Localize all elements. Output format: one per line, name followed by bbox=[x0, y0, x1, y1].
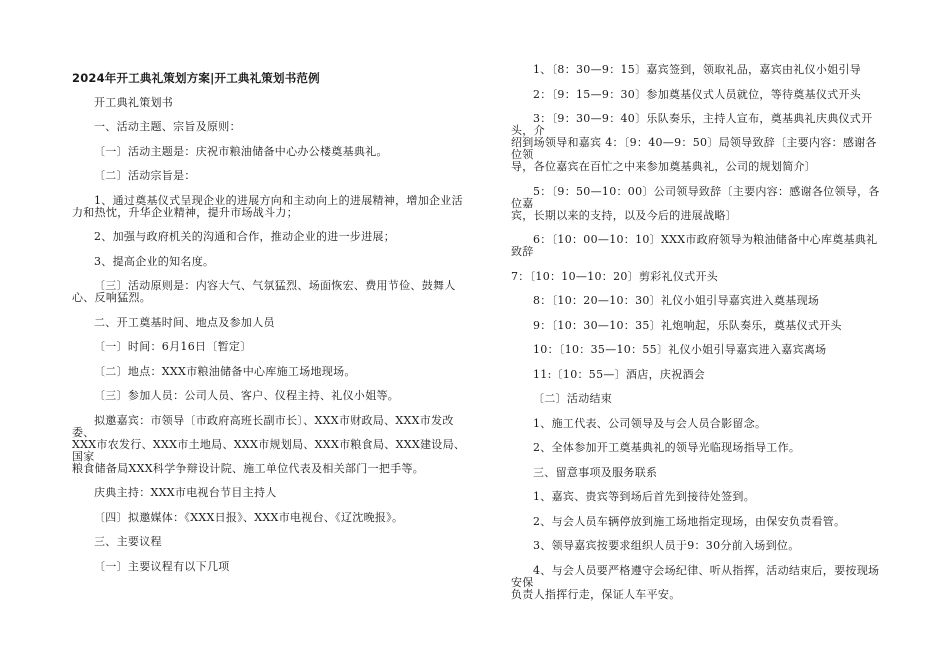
left-paragraph bbox=[72, 317, 468, 329]
text-line: 二、开工奠基时间、地点及参加人员 bbox=[94, 315, 275, 329]
right-paragraph bbox=[511, 295, 881, 307]
left-paragraph bbox=[72, 536, 468, 548]
text-line: 〔一〕时间：6月16日〔暂定〕 bbox=[94, 340, 252, 353]
right-paragraph bbox=[511, 565, 881, 601]
right-paragraph bbox=[511, 113, 881, 173]
text-line: 〔二〕活动结束 bbox=[533, 392, 613, 405]
text-line: 粮食储备局XXX科学争辩设计院、施工单位代表及相关部门一把手等。 bbox=[72, 461, 425, 475]
text-line: 8：〔10：20—10：30〕礼仪小姐引导嘉宾进入奠基现场 bbox=[533, 294, 820, 307]
text-line: 三、主要议程 bbox=[94, 535, 162, 548]
text-line: 宾，长期以来的支持，以及今后的进展战略〕 bbox=[511, 208, 737, 222]
right-paragraph bbox=[511, 89, 881, 101]
left-paragraph bbox=[72, 512, 468, 524]
text-line: 力和热忱，升华企业精神，提升市场战斗力； bbox=[72, 205, 298, 219]
text-line: 1、嘉宾、贵宾等到场后首先到接待处签到。 bbox=[533, 490, 755, 503]
left-paragraph bbox=[72, 341, 468, 353]
text-line: 〔二〕地点：XXX市粮油储备中心库施工场地现场。 bbox=[94, 364, 356, 378]
text-line: 7：〔10：10—10：20〕剪彩礼仪式开头 bbox=[511, 269, 719, 283]
right-paragraph bbox=[511, 320, 881, 332]
text-line: 2：〔9：15—9：30〕参加奠基仪式人员就位，等待奠基仪式开头 bbox=[533, 87, 862, 101]
left-paragraph bbox=[72, 195, 468, 219]
left-paragraph bbox=[72, 170, 468, 182]
text-line: 6：〔10：00—10：10〕XXX市政府领导为粮油储备中心库奠基典礼致辞 bbox=[511, 233, 878, 258]
text-line: 1、通过奠基仪式呈现企业的进展方向和主动向上的进展精神，增加企业活 bbox=[94, 193, 463, 207]
left-paragraph bbox=[72, 231, 468, 243]
left-paragraph bbox=[72, 97, 468, 109]
text-line: 5：〔9：50—10：00〕公司领导致辞〔主要内容：感谢各位领导，各位嘉 bbox=[511, 184, 880, 210]
left-paragraph bbox=[72, 415, 468, 475]
right-paragraph bbox=[511, 64, 881, 76]
text-line: 〔一〕活动主题是：庆祝市粮油储备中心办公楼奠基典礼。 bbox=[94, 144, 388, 158]
right-paragraph bbox=[511, 186, 881, 222]
right-paragraph bbox=[511, 442, 881, 454]
right-column bbox=[511, 64, 881, 613]
text-line: 1、〔8：30—9：15〕嘉宾签到，领取礼品，嘉宾由礼仪小姐引导 bbox=[533, 63, 862, 76]
right-paragraph bbox=[511, 271, 881, 283]
text-line: 开工典礼策划书 bbox=[94, 95, 174, 109]
left-paragraph bbox=[72, 256, 468, 268]
text-line: 〔二〕活动宗旨是： bbox=[94, 169, 196, 182]
document-title: 2024年开工典礼策划方案|开工典礼策划书范例 bbox=[72, 71, 320, 85]
left-paragraph bbox=[72, 487, 468, 499]
right-paragraph bbox=[511, 540, 881, 552]
text-line: XXX市农发行、XXX市土地局、XXX市规划局、XXX市粮食局、XXX建设局、国家 bbox=[72, 437, 466, 463]
text-line: 3、领导嘉宾按要求组织人员于9：30分前入场到位。 bbox=[533, 539, 800, 552]
right-paragraph bbox=[511, 467, 881, 479]
text-line: 3：〔9：30—9：40〕乐队奏乐，主持人宣布，奠基典礼庆典仪式开头，介 bbox=[511, 112, 873, 137]
right-paragraph bbox=[511, 516, 881, 528]
left-paragraph bbox=[72, 561, 468, 573]
text-line: 9：〔10：30—10：35〕礼炮响起，乐队奏乐，奠基仪式开头 bbox=[533, 318, 842, 332]
right-paragraph bbox=[511, 418, 881, 430]
left-paragraph bbox=[72, 366, 468, 378]
text-line: 庆典主持：XXX市电视台节目主持人 bbox=[94, 486, 277, 499]
text-line: 拟邀嘉宾：市领导〔市政府高班长副市长〕、XXX市财政局、XXX市发改委、 bbox=[72, 413, 454, 439]
right-paragraph bbox=[511, 491, 881, 503]
right-paragraph bbox=[511, 234, 881, 258]
text-line: 11:〔10：55—〕酒店，庆祝酒会 bbox=[533, 367, 706, 381]
text-line: 心、反响猛烈。 bbox=[72, 291, 152, 304]
left-column bbox=[72, 64, 468, 585]
text-line: 1、施工代表、公司领导及与会人员合影留念。 bbox=[533, 416, 767, 430]
text-line: 一、活动主题、宗旨及原则： bbox=[94, 120, 241, 133]
text-line: 绍到场领导和嘉宾 4：〔9：40—9：50〕局领导致辞〔主要内容：感谢各位领 bbox=[511, 136, 877, 161]
text-line: 三、留意事项及服务联系 bbox=[533, 465, 658, 479]
text-line: 2、全体参加开工奠基典礼的领导光临现场指导工作。 bbox=[533, 441, 801, 454]
text-line: 4、与会人员要严格遵守会场纪律、听从指挥，活动结束后，要按现场安保 bbox=[511, 563, 880, 589]
left-paragraph bbox=[72, 121, 468, 133]
left-paragraph bbox=[72, 280, 468, 304]
text-line: 10：〔10：35—10：55〕礼仪小姐引导嘉宾进入嘉宾离场 bbox=[533, 343, 827, 356]
right-paragraph bbox=[511, 393, 881, 405]
text-line: 〔四〕拟邀媒体：《XXX日报》、XXX市电视台、《辽沈晚报》。 bbox=[94, 510, 404, 524]
text-line: 〔一〕主要议程有以下几项 bbox=[94, 559, 230, 573]
text-line: 3、提高企业的知名度。 bbox=[94, 254, 215, 268]
text-line: 〔三〕活动原则是：内容大气、气氛猛烈、场面恢宏、费用节俭、鼓舞人 bbox=[94, 279, 456, 292]
text-line: 导，各位嘉宾在百忙之中来参加奠基典礼，公司的规划简介〕 bbox=[511, 160, 817, 173]
left-paragraph bbox=[72, 146, 468, 158]
right-paragraph bbox=[511, 369, 881, 381]
left-paragraph bbox=[72, 390, 468, 402]
text-line: 2、与会人员车辆停放到施工场地指定现场，由保安负责看管。 bbox=[533, 514, 846, 528]
right-paragraph bbox=[511, 344, 881, 356]
text-line: 〔三〕参加人员：公司人员、客户、仪程主持、礼仪小姐等。 bbox=[94, 389, 400, 402]
text-line: 2、加强与政府机关的沟通和合作，推动企业的进一步进展； bbox=[94, 230, 396, 243]
text-line: 负责人指挥行走，保证人车平安。 bbox=[511, 587, 681, 601]
